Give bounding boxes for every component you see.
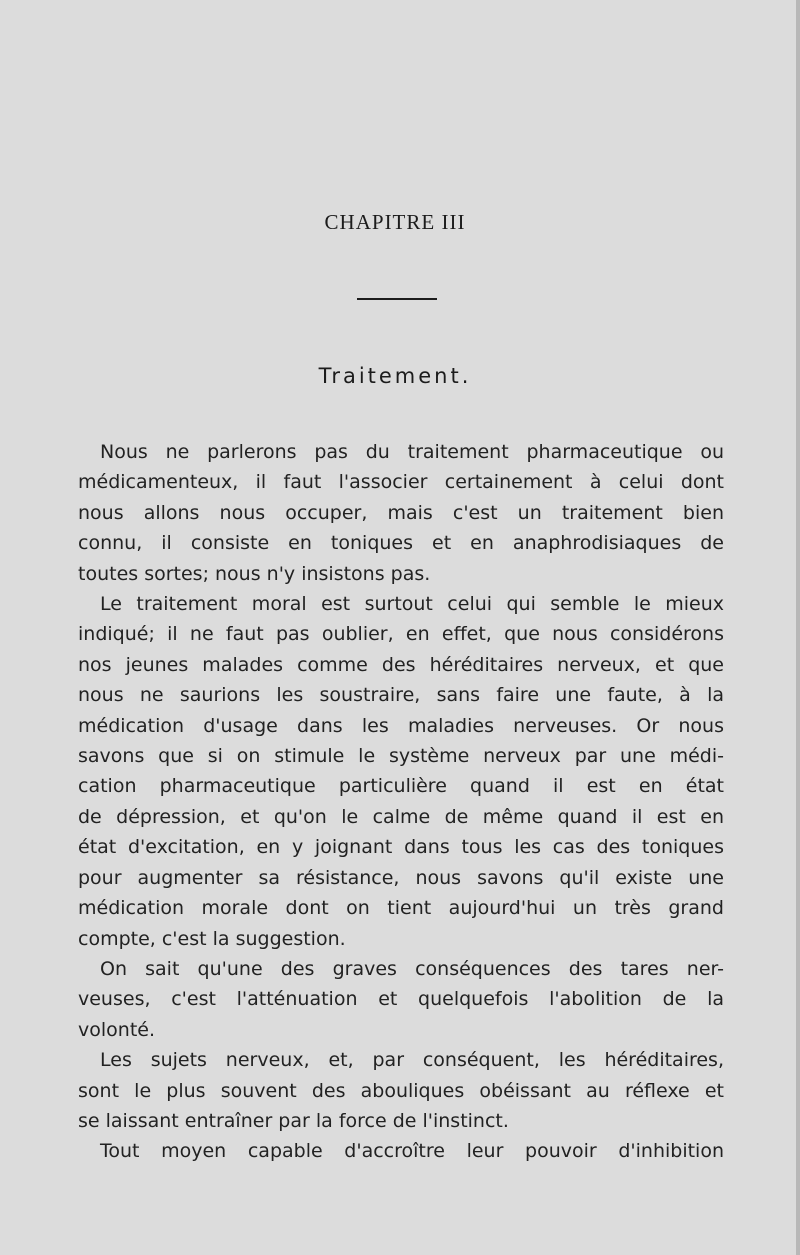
text-line: Nous ne parlerons pas du traitement pharmaceutique ou [100,441,724,463]
text-line: On sait qu'une des graves conséquences des tares ner- [100,957,724,980]
text-line: volonté. [78,1018,155,1041]
text-line: se laissant entraîner par la force de l'instinct. [78,1109,509,1132]
chapter-heading: CHAPITRE III [324,210,466,234]
text-line: Le traitement moral est surtout celui qui semble le mieux [100,593,724,616]
text-line: nos jeunes malades comme des héréditaires nerveux, et que [78,653,724,676]
paragraph [78,437,724,589]
paragraph [78,954,724,1045]
text-line: connu, il consiste en toniques et en anaphrodisiaques de [78,532,724,555]
heading-divider [357,298,437,300]
text-line: Tout moyen capable d'accroître leur pouvoir d'inhibition [100,1140,724,1163]
text-line: compte, c'est la suggestion. [78,927,346,950]
text-line: toutes sortes; nous n'y insistons pas. [78,562,431,585]
text-line: sont le plus souvent des abouliques obéissant au réflexe et [78,1079,724,1102]
body-text [78,437,724,1167]
text-line: cation pharmaceutique particulière quand il est en état [78,775,724,798]
text-line: veuses, c'est l'atténuation et quelquefois l'abolition de la [78,988,724,1011]
text-line: pour augmenter sa résistance, nous savons qu'il existe une [78,866,724,889]
text-line: Les sujets nerveux, et, par conséquent, les héréditaires, [100,1049,724,1072]
text-line: nous allons nous occuper, mais c'est un traitement bien [78,501,724,524]
text-line: médicamenteux, il faut l'associer certainement à celui dont [78,471,724,494]
paragraph [78,589,724,954]
paragraph [78,1045,724,1136]
text-line: de dépression, et qu'on le calme de même quand il est en [78,805,724,828]
text-line: nous ne saurions les soustraire, sans faire une faute, à la [78,684,724,707]
text-line: indiqué; il ne faut pas oublier, en effet, que nous considérons [78,623,724,646]
text-line: état d'excitation, en y joignant dans tous les cas des toniques [78,836,724,859]
section-title: Traitement. [318,364,472,388]
paragraph [78,1136,724,1166]
text-line: médication d'usage dans les maladies nerveuses. Or nous [78,714,724,737]
text-line: savons que si on stimule le système nerveux par une médi- [78,745,724,768]
text-line: médication morale dont on tient aujourd'hui un très grand [78,897,724,920]
